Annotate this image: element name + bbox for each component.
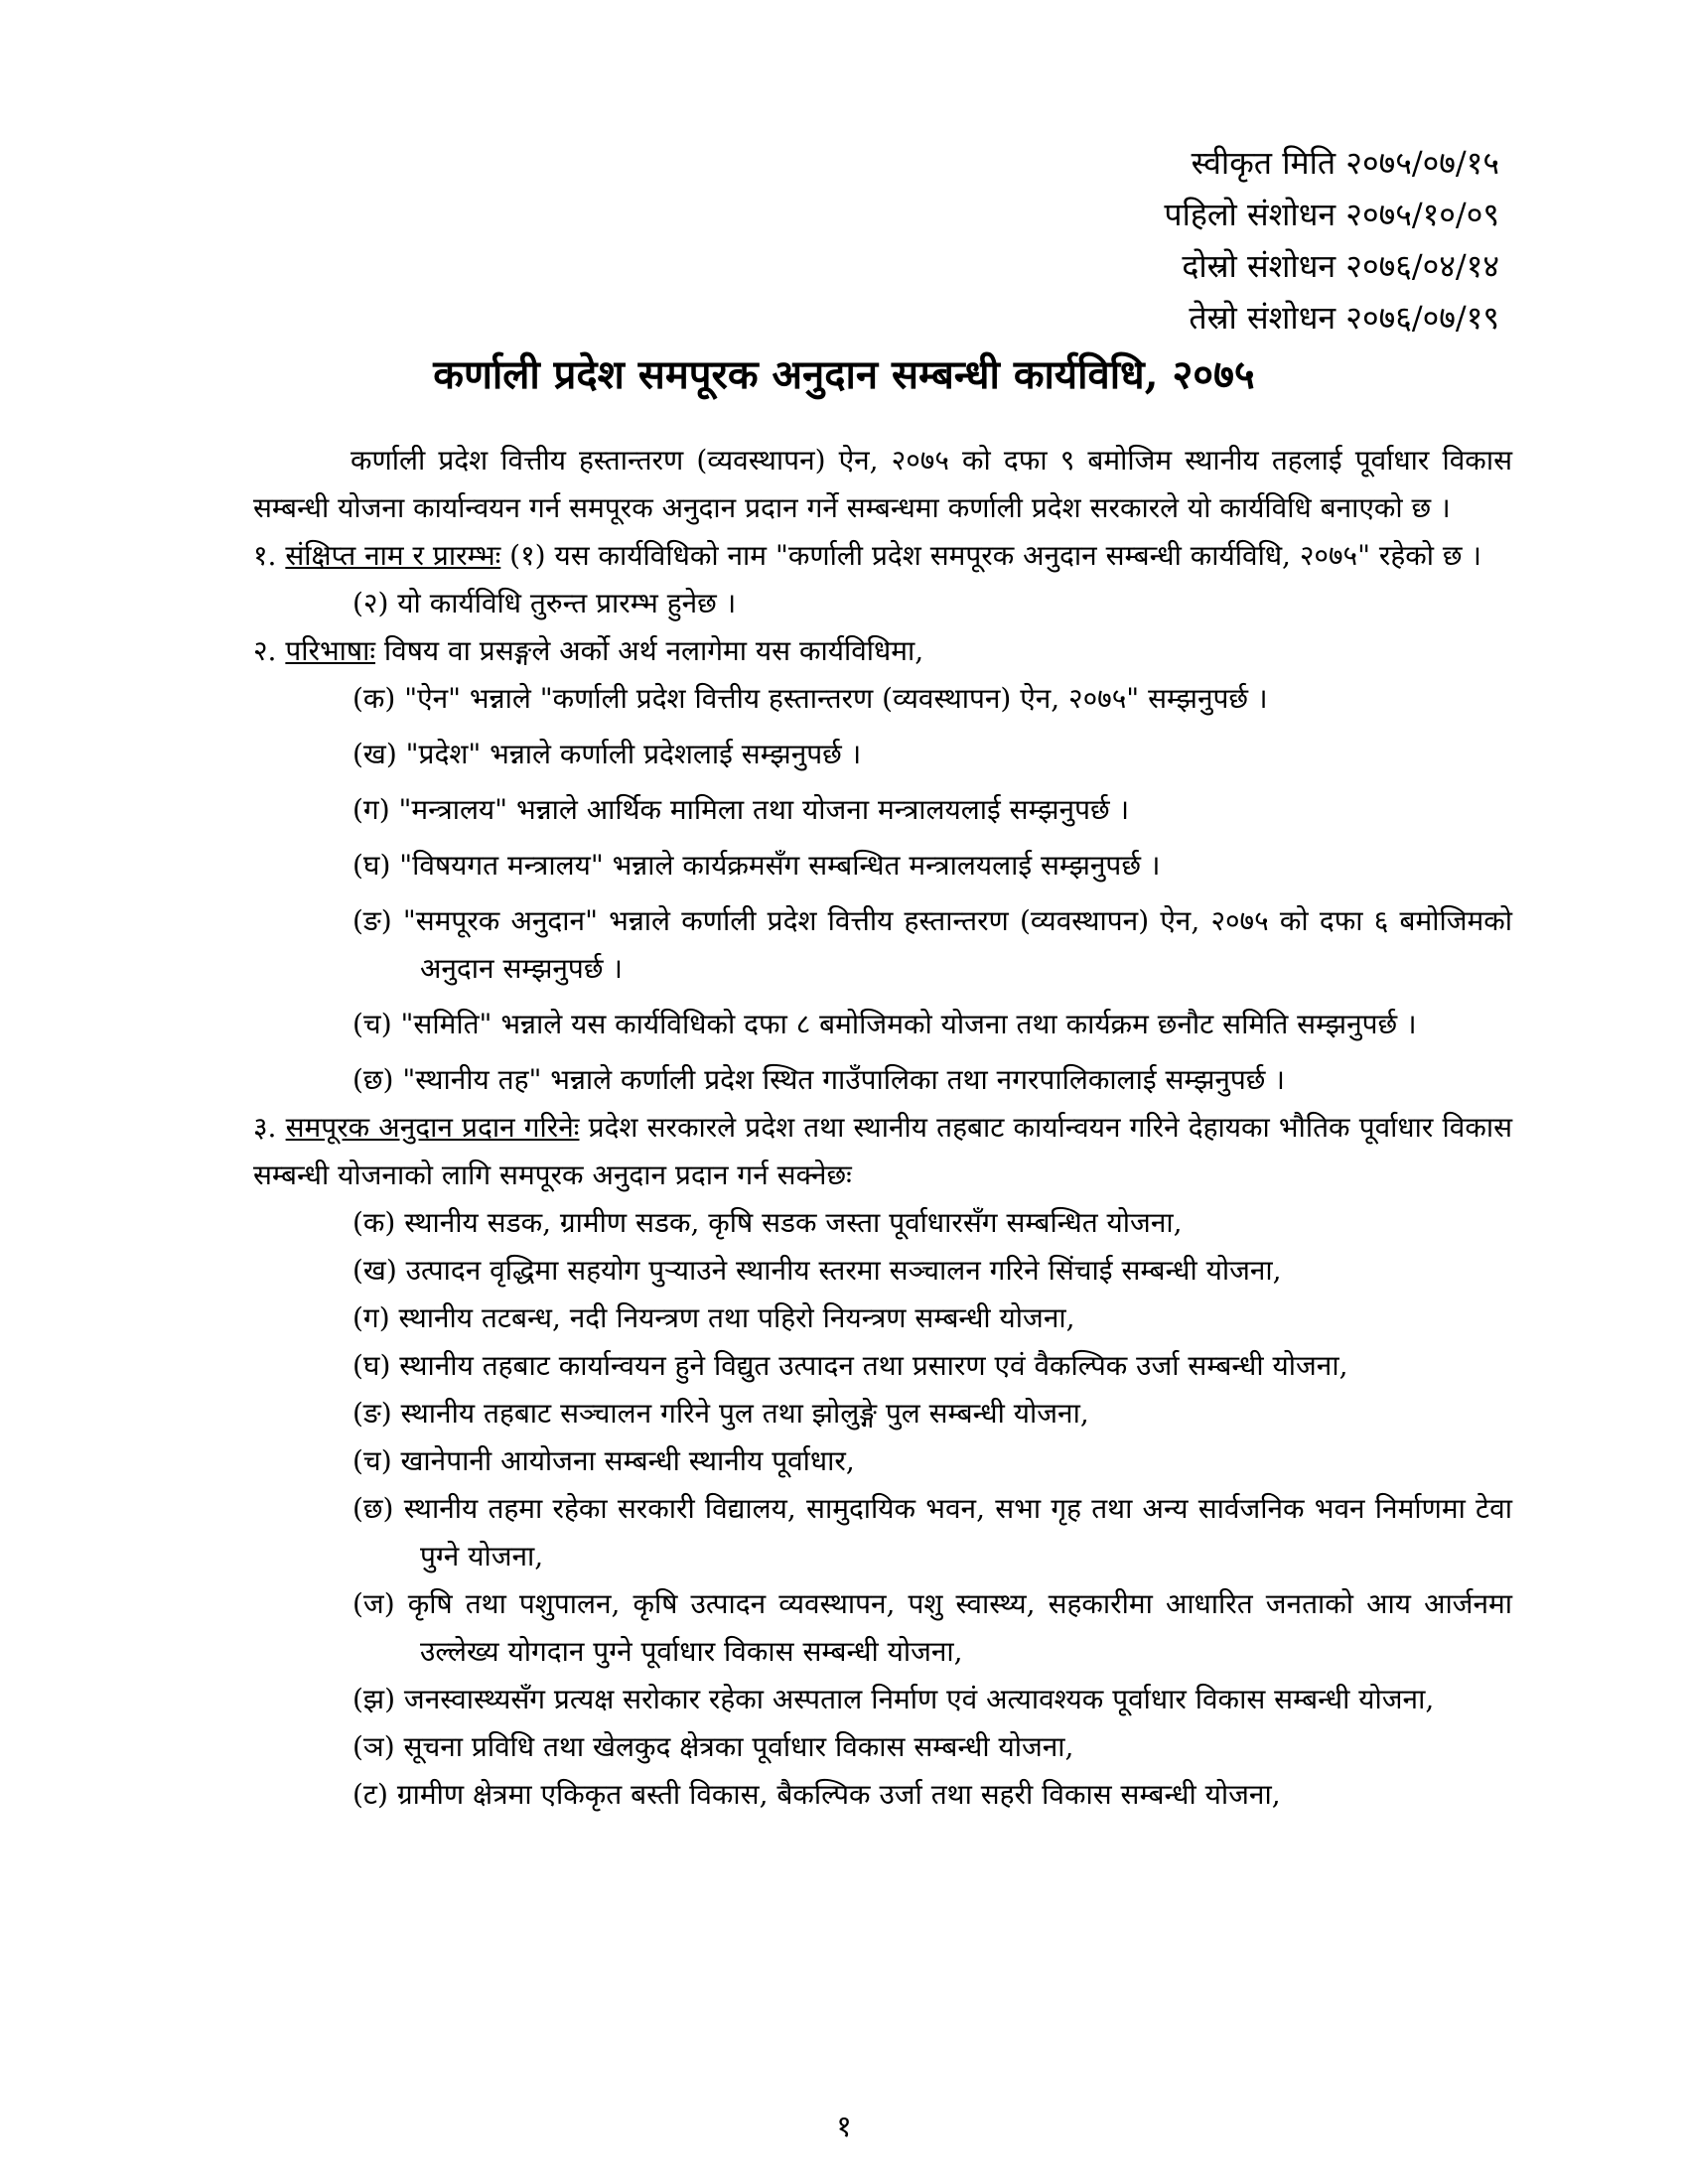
section-1-heading: संक्षिप्त नाम र प्रारम्भः [285,539,501,572]
grant-item: (छ) स्थानीय तहमा रहेका सरकारी विद्यालय, सामुदायिक भवन, सभा गृह तथा अन्य सार्वजनिक भवन निर्माणमा टेवा पुग्ने योजना, [352,1492,1512,1572]
section-2-heading: परिभाषाः [285,634,376,667]
grant-item: (ञ) सूचना प्रविधि तथा खेलकुद क्षेत्रका पूर्वाधार विकास सम्बन्धी योजना, [352,1730,1074,1763]
definition-item: (ग) "मन्त्रालय" भन्नाले आर्थिक मामिला तथा योजना मन्त्रालयलाई सम्झनुपर्छ । [352,793,1130,826]
definition-item: (ङ) "समपूरक अनुदान" भन्नाले कर्णाली प्रदेश वित्तीय हस्तान्तरण (व्यवस्थापन) ऐन, २०७५ को दफा ६ बमोजिमको अनुदान सम्झनुपर्छ । [352,904,1512,985]
document-title: कर्णाली प्रदेश समपूरक अनुदान सम्बन्धी कार्यविधि, २०७५ [433,351,1255,398]
grant-item: (च) खानेपानी आयोजना सम्बन्धी स्थानीय पूर्वाधार, [352,1444,855,1477]
section-2 [253,627,1512,675]
grant-item: (घ) स्थानीय तहबाट कार्यान्वयन हुने विद्युत उत्पादन तथा प्रसारण एवं वैकल्पिक उर्जा सम्बन्धी योजना, [352,1349,1348,1382]
approved-date: स्वीकृत मिति २०७५/०७/१५ [1191,144,1499,182]
grant-item: (ङ) स्थानीय तहबाट सञ्चालन गरिने पुल तथा झोलुङ्गे पुल सम्बन्धी योजना, [352,1397,1089,1430]
section-1-number: १. [253,539,277,572]
page-number: १ [836,2110,852,2144]
grant-item: (ख) उत्पादन वृद्धिमा सहयोग पुर्‍याउने स्थानीय स्तरमा सञ्चालन गरिने सिंचाई सम्बन्धी योजना, [352,1254,1282,1287]
section-3-text: प्रदेश सरकारले प्रदेश तथा स्थानीय तहबाट कार्यान्वयन गरिने देहायका भौतिक पूर्वाधार विकास सम्बन्धी योजनाको लागि समपूरक अनुदान प्रदान गर्न सक्नेछः [253,1111,1512,1191]
second-amendment-date: दोस्रो संशोधन २०७६/०४/१४ [1182,247,1499,285]
section-3-number: ३. [253,1111,277,1144]
section-1-sub-2: (२) यो कार्यविधि तुरुन्त प्रारम्भ हुनेछ । [352,587,737,619]
section-1 [253,532,1512,580]
definition-item: (घ) "विषयगत मन्त्रालय" भन्नाले कार्यक्रमसँग सम्बन्धित मन्त्रालयलाई सम्झनुपर्छ । [352,849,1161,882]
grant-item: (ग) स्थानीय तटबन्ध, नदी नियन्त्रण तथा पहिरो नियन्त्रण सम्बन्धी योजना, [352,1301,1075,1334]
definition-item: (च) "समिति" भन्नाले यस कार्यविधिको दफा ८ बमोजिमको योजना तथा कार्यक्रम छनौट समिति सम्झनुपर्छ । [352,1008,1417,1040]
third-amendment-date: तेस्रो संशोधन २०७६/०७/१९ [1189,299,1499,337]
section-2-number: २. [253,634,277,667]
section-3-heading: समपूरक अनुदान प्रदान गरिनेः [285,1111,580,1144]
section-1-text: (१) यस कार्यविधिको नाम "कर्णाली प्रदेश समपूरक अनुदान सम्बन्धी कार्यविधि, २०७५" रहेको छ । [500,539,1481,572]
definition-item: (ख) "प्रदेश" भन्नाले कर्णाली प्रदेशलाई सम्झनुपर्छ । [352,738,862,770]
preamble: कर्णाली प्रदेश वित्तीय हस्तान्तरण (व्यवस्थापन) ऐन, २०७५ को दफा ९ बमोजिम स्थानीय तहलाई पूर्वाधार विकास सम्बन्धी योजना कार्यान्वयन गर्न समपूरक अनुदान प्रदान गर्ने सम्बन्धमा कर्णाली प्रदेश सरकारले यो कार्यविधि बनाएको छ । [253,444,1512,524]
grant-item: (ट) ग्रामीण क्षेत्रमा एकिकृत बस्ती विकास, बैकल्पिक उर्जा तथा सहरी विकास सम्बन्धी योजना, [352,1778,1281,1811]
grant-item: (झ) जनस्वास्थ्यसँग प्रत्यक्ष सरोकार रहेका अस्पताल निर्माण एवं अत्यावश्यक पूर्वाधार विकास सम्बन्धी योजना, [352,1683,1435,1715]
amendment-dates [1164,137,1499,343]
document-body [253,437,1512,1819]
first-amendment-date: पहिलो संशोधन २०७५/१०/०९ [1164,196,1499,233]
definition-item: (क) "ऐन" भन्नाले "कर्णाली प्रदेश वित्तीय हस्तान्तरण (व्यवस्थापन) ऐन, २०७५" सम्झनुपर्छ । [352,682,1268,715]
grant-item: (क) स्थानीय सडक, ग्रामीण सडक, कृषि सडक जस्ता पूर्वाधारसँग सम्बन्धित योजना, [352,1206,1183,1239]
section-2-text: विषय वा प्रसङ्गले अर्को अर्थ नलागेमा यस कार्यविधिमा, [375,634,924,667]
definition-item: (छ) "स्थानीय तह" भन्नाले कर्णाली प्रदेश स्थित गाउँपालिका तथा नगरपालिकालाई सम्झनुपर्छ । [352,1063,1285,1096]
section-3 [253,1104,1512,1199]
grant-item: (ज) कृषि तथा पशुपालन, कृषि उत्पादन व्यवस्थापन, पशु स्वास्थ्य, सहकारीमा आधारित जनताको आय आर्जनमा उल्लेख्य योगदान पुग्ने पूर्वाधार विकास सम्बन्धी योजना, [352,1587,1512,1668]
